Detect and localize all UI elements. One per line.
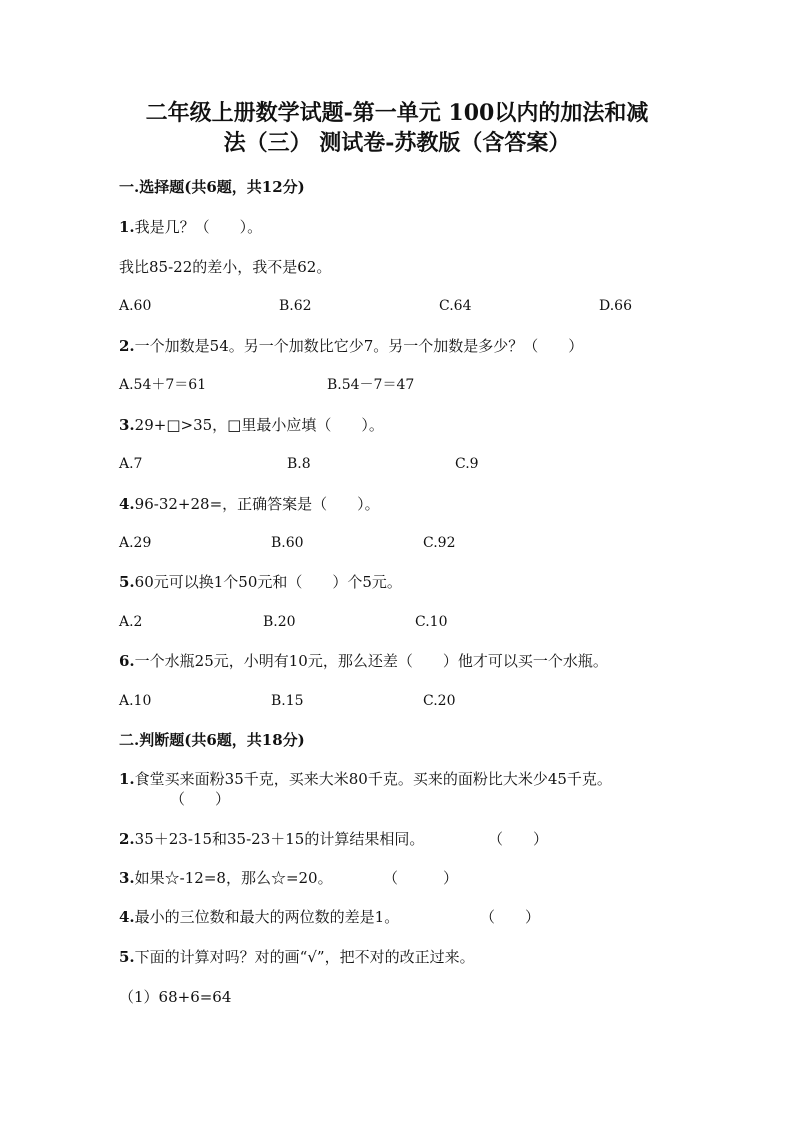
question-text: 食堂买来面粉35千克，买来大米80千克。买来的面粉比大米少45千克。	[134, 770, 612, 788]
question-text: 60元可以换1个50元和（ ）个5元。	[134, 573, 402, 591]
answer-paren: （ ）	[170, 790, 231, 808]
answer-paren: （ ）	[488, 830, 549, 848]
question-number: 5.	[119, 573, 135, 591]
question-number: 2.	[119, 337, 135, 355]
question-text: 35＋23-15和35-23＋15的计算结果相同。	[134, 830, 425, 848]
question-text: 最小的三位数和最大的两位数的差是1。	[134, 908, 400, 926]
question-1	[119, 217, 262, 237]
option-a: A.10	[119, 693, 152, 709]
sub-question: （1）68+6=64	[119, 988, 232, 1006]
judgement-1	[119, 769, 612, 789]
option-b: B.8	[287, 456, 311, 472]
option-b: B.54－7＝47	[327, 377, 415, 393]
option-c: C.64	[439, 298, 472, 314]
question-text: 一个加数是54。另一个加数比它少7。另一个加数是多少？（ ）	[134, 337, 584, 355]
question-number: 5.	[119, 948, 135, 966]
question-text: 29+□>35，□里最小应填（ ）。	[134, 416, 384, 434]
question-number: 1.	[119, 218, 135, 236]
question-3	[119, 415, 384, 435]
question-4	[119, 494, 380, 514]
option-a: A.60	[119, 298, 152, 314]
option-c: C.9	[455, 456, 479, 472]
answer-paren: （ ）	[480, 908, 541, 926]
option-b: B.60	[271, 535, 304, 551]
question-text: 下面的计算对吗？对的画“√”，把不对的改正过来。	[134, 948, 475, 966]
option-a: A.54＋7＝61	[119, 377, 207, 393]
question-text: 如果☆-12=8，那么☆=20。	[134, 869, 333, 887]
option-b: B.15	[271, 693, 304, 709]
option-c: C.20	[423, 693, 456, 709]
question-number: 3.	[119, 869, 135, 887]
question-number: 4.	[119, 495, 135, 513]
option-c: C.10	[415, 614, 448, 630]
question-number: 3.	[119, 416, 135, 434]
option-b: B.20	[263, 614, 296, 630]
option-b: B.62	[279, 298, 312, 314]
question-1-extra: 我比85-22的差小，我不是62。	[119, 258, 332, 276]
section-heading-choice: 一.选择题(共6题，共12分)	[119, 178, 305, 196]
section-heading-judgement: 二.判断题(共6题，共18分)	[119, 731, 305, 749]
judgement-2	[119, 829, 424, 849]
page-title-line-2: 法（三） 测试卷-苏教版（含答案）	[223, 130, 571, 156]
question-text: 96-32+28=，正确答案是（ ）。	[134, 495, 380, 513]
option-c: C.92	[423, 535, 456, 551]
option-a: A.2	[119, 614, 143, 630]
judgement-5	[119, 947, 475, 967]
question-text: 一个水瓶25元，小明有10元，那么还差（ ）他才可以买一个水瓶。	[134, 652, 608, 670]
question-number: 6.	[119, 652, 135, 670]
question-2	[119, 336, 583, 356]
question-5	[119, 572, 402, 592]
question-number: 1.	[119, 770, 135, 788]
option-d: D.66	[599, 298, 632, 314]
option-a: A.7	[119, 456, 143, 472]
judgement-3	[119, 868, 333, 888]
question-6	[119, 651, 608, 671]
judgement-4	[119, 907, 399, 927]
option-a: A.29	[119, 535, 152, 551]
answer-paren: （ ）	[383, 869, 459, 887]
page-title-line-1: 二年级上册数学试题-第一单元 100以内的加法和减	[145, 100, 649, 126]
question-number: 2.	[119, 830, 135, 848]
question-number: 4.	[119, 908, 135, 926]
question-text: 我是几？（ ）。	[134, 218, 263, 236]
